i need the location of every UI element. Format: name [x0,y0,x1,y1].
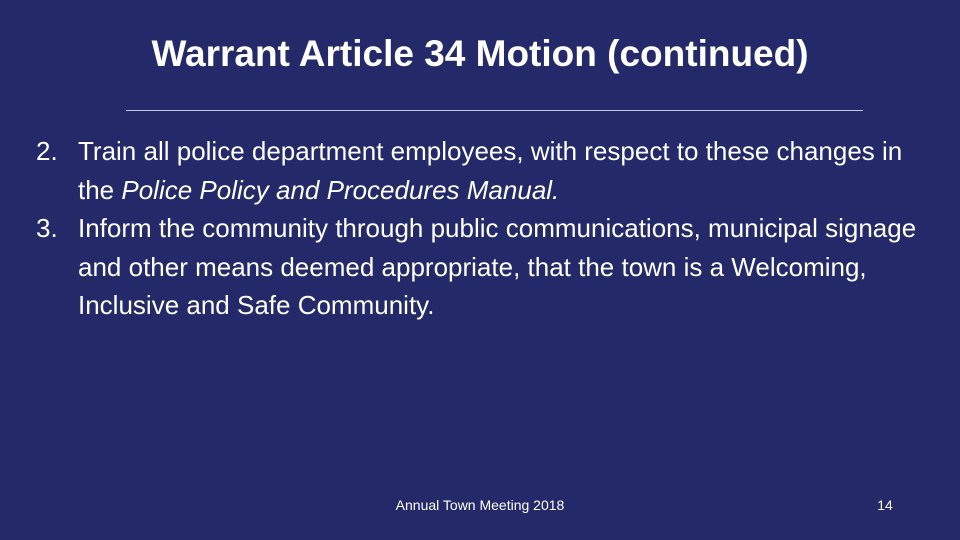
list-item-text [78,209,936,325]
slide-page-number: 14 [877,497,893,513]
list-item-2 [36,132,936,209]
title-divider [126,110,863,111]
list-item-3 [36,209,936,325]
list-item-number: 2. [36,136,58,166]
manual-title: Police Policy and Procedures Manual. [121,174,560,205]
list-item-text-main: Inform the community through public communications, municipal signage and other means deemed appropriate, that the town is a Welcoming, Inclusive and Safe Community. [78,213,917,320]
slide-title: Warrant Article 34 Motion (continued) [151,33,809,74]
list-item-text-main: Train all police department employees, with respect to these changes in the [78,136,903,205]
motion-items-list [36,132,936,325]
list-item-text [78,132,936,209]
list-item-number: 3. [36,213,58,243]
slide-footer: Annual Town Meeting 2018 [395,497,565,513]
